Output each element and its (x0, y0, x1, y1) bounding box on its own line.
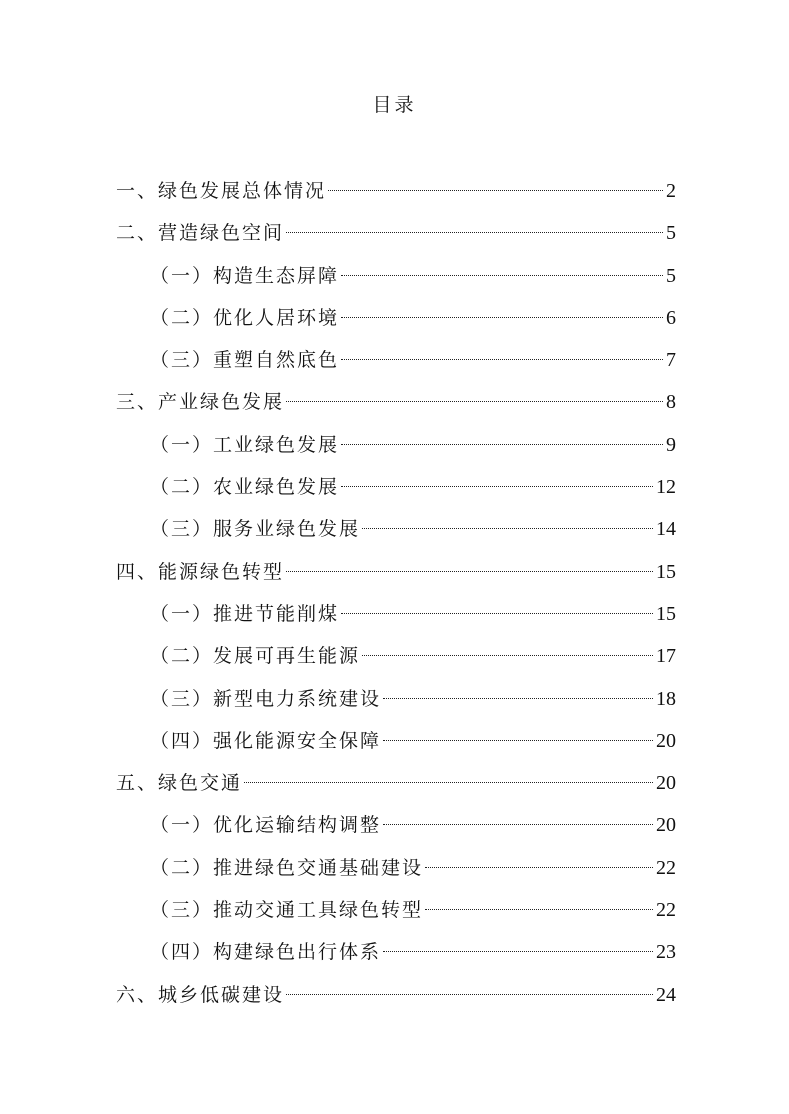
toc-section-entry[interactable] (116, 974, 676, 1016)
toc-page-number: 22 (656, 899, 676, 922)
toc-entry-label: （四）强化能源安全保障 (150, 729, 382, 752)
toc-entry-label: 六、城乡低碳建设 (116, 983, 285, 1006)
toc-entry-label: （二）发展可再生能源 (150, 645, 361, 668)
toc-entry-label: 一、绿色发展总体情况 (116, 180, 327, 202)
toc-entry-label: （四）构建绿色出行体系 (150, 941, 382, 964)
toc-entry-label: （一）工业绿色发展 (150, 433, 340, 456)
dot-leader (425, 909, 653, 910)
dot-leader (244, 782, 653, 783)
toc-entry-label: （一）推进节能削煤 (150, 602, 340, 625)
toc-subsection-entry[interactable] (116, 508, 676, 550)
page-title: 目录 (372, 94, 417, 116)
dot-leader (383, 698, 653, 699)
toc-entry-label: 三、产业绿色发展 (116, 391, 285, 414)
toc-entry-label: 二、营造绿色空间 (116, 222, 285, 245)
toc-page-number: 17 (656, 645, 676, 668)
toc-section-entry[interactable] (116, 551, 676, 593)
toc-entry-label: （三）服务业绿色发展 (150, 518, 361, 541)
toc-page-number: 15 (656, 560, 676, 583)
toc-subsection-entry[interactable] (116, 424, 676, 466)
toc-subsection-entry[interactable] (116, 593, 676, 635)
dot-leader (341, 275, 663, 276)
toc-page-number: 2 (666, 180, 676, 202)
toc-subsection-entry[interactable] (116, 339, 676, 381)
toc-page-number: 23 (656, 941, 676, 964)
toc-subsection-entry[interactable] (116, 889, 676, 931)
dot-leader (425, 867, 653, 868)
toc-page-number: 5 (666, 222, 676, 245)
toc-page-number: 22 (656, 856, 676, 879)
dot-leader (328, 190, 663, 191)
toc-subsection-entry[interactable] (116, 466, 676, 508)
toc-page-number: 20 (656, 772, 676, 795)
toc-subsection-entry[interactable] (116, 297, 676, 339)
dot-leader (383, 951, 653, 952)
toc-page-number: 20 (656, 729, 676, 752)
dot-leader (362, 528, 653, 529)
toc-entry-label: （三）新型电力系统建设 (150, 687, 382, 710)
dot-leader (362, 655, 653, 656)
toc-section-entry[interactable] (116, 170, 676, 212)
toc-section-entry[interactable] (116, 212, 676, 254)
toc-subsection-entry[interactable] (116, 931, 676, 973)
dot-leader (383, 740, 653, 741)
toc-page-number: 20 (656, 814, 676, 837)
toc-entry-label: （一）构造生态屏障 (150, 264, 340, 287)
toc-entry-label: 五、绿色交通 (116, 772, 243, 795)
toc-subsection-entry[interactable] (116, 255, 676, 297)
toc-page-number: 7 (666, 349, 676, 372)
toc-entry-label: 四、能源绿色转型 (116, 560, 285, 583)
dot-leader (383, 824, 653, 825)
toc-entry-label: （二）优化人居环境 (150, 306, 340, 329)
toc-section-entry[interactable] (116, 381, 676, 423)
dot-leader (341, 359, 663, 360)
dot-leader (286, 571, 653, 572)
table-of-contents (116, 170, 676, 1016)
toc-page-number: 14 (656, 518, 676, 541)
toc-page-number: 24 (656, 983, 676, 1006)
toc-page-number: 9 (666, 433, 676, 456)
toc-subsection-entry[interactable] (116, 804, 676, 846)
toc-page-number: 8 (666, 391, 676, 414)
toc-entry-label: （一）优化运输结构调整 (150, 814, 382, 837)
toc-page-number: 15 (656, 602, 676, 625)
dot-leader (341, 444, 663, 445)
toc-section-entry[interactable] (116, 762, 676, 804)
dot-leader (286, 401, 663, 402)
toc-page-number: 18 (656, 687, 676, 710)
toc-page-number: 6 (666, 306, 676, 329)
dot-leader (286, 232, 663, 233)
toc-subsection-entry[interactable] (116, 635, 676, 677)
toc-entry-label: （三）推动交通工具绿色转型 (150, 899, 424, 922)
dot-leader (341, 613, 653, 614)
toc-page-number: 5 (666, 264, 676, 287)
toc-entry-label: （二）农业绿色发展 (150, 476, 340, 499)
toc-subsection-entry[interactable] (116, 678, 676, 720)
toc-page-number: 12 (656, 476, 676, 499)
dot-leader (286, 994, 653, 995)
dot-leader (341, 486, 653, 487)
toc-subsection-entry[interactable] (116, 720, 676, 762)
toc-entry-label: （二）推进绿色交通基础建设 (150, 856, 424, 879)
dot-leader (341, 317, 663, 318)
toc-subsection-entry[interactable] (116, 847, 676, 889)
toc-entry-label: （三）重塑自然底色 (150, 349, 340, 372)
